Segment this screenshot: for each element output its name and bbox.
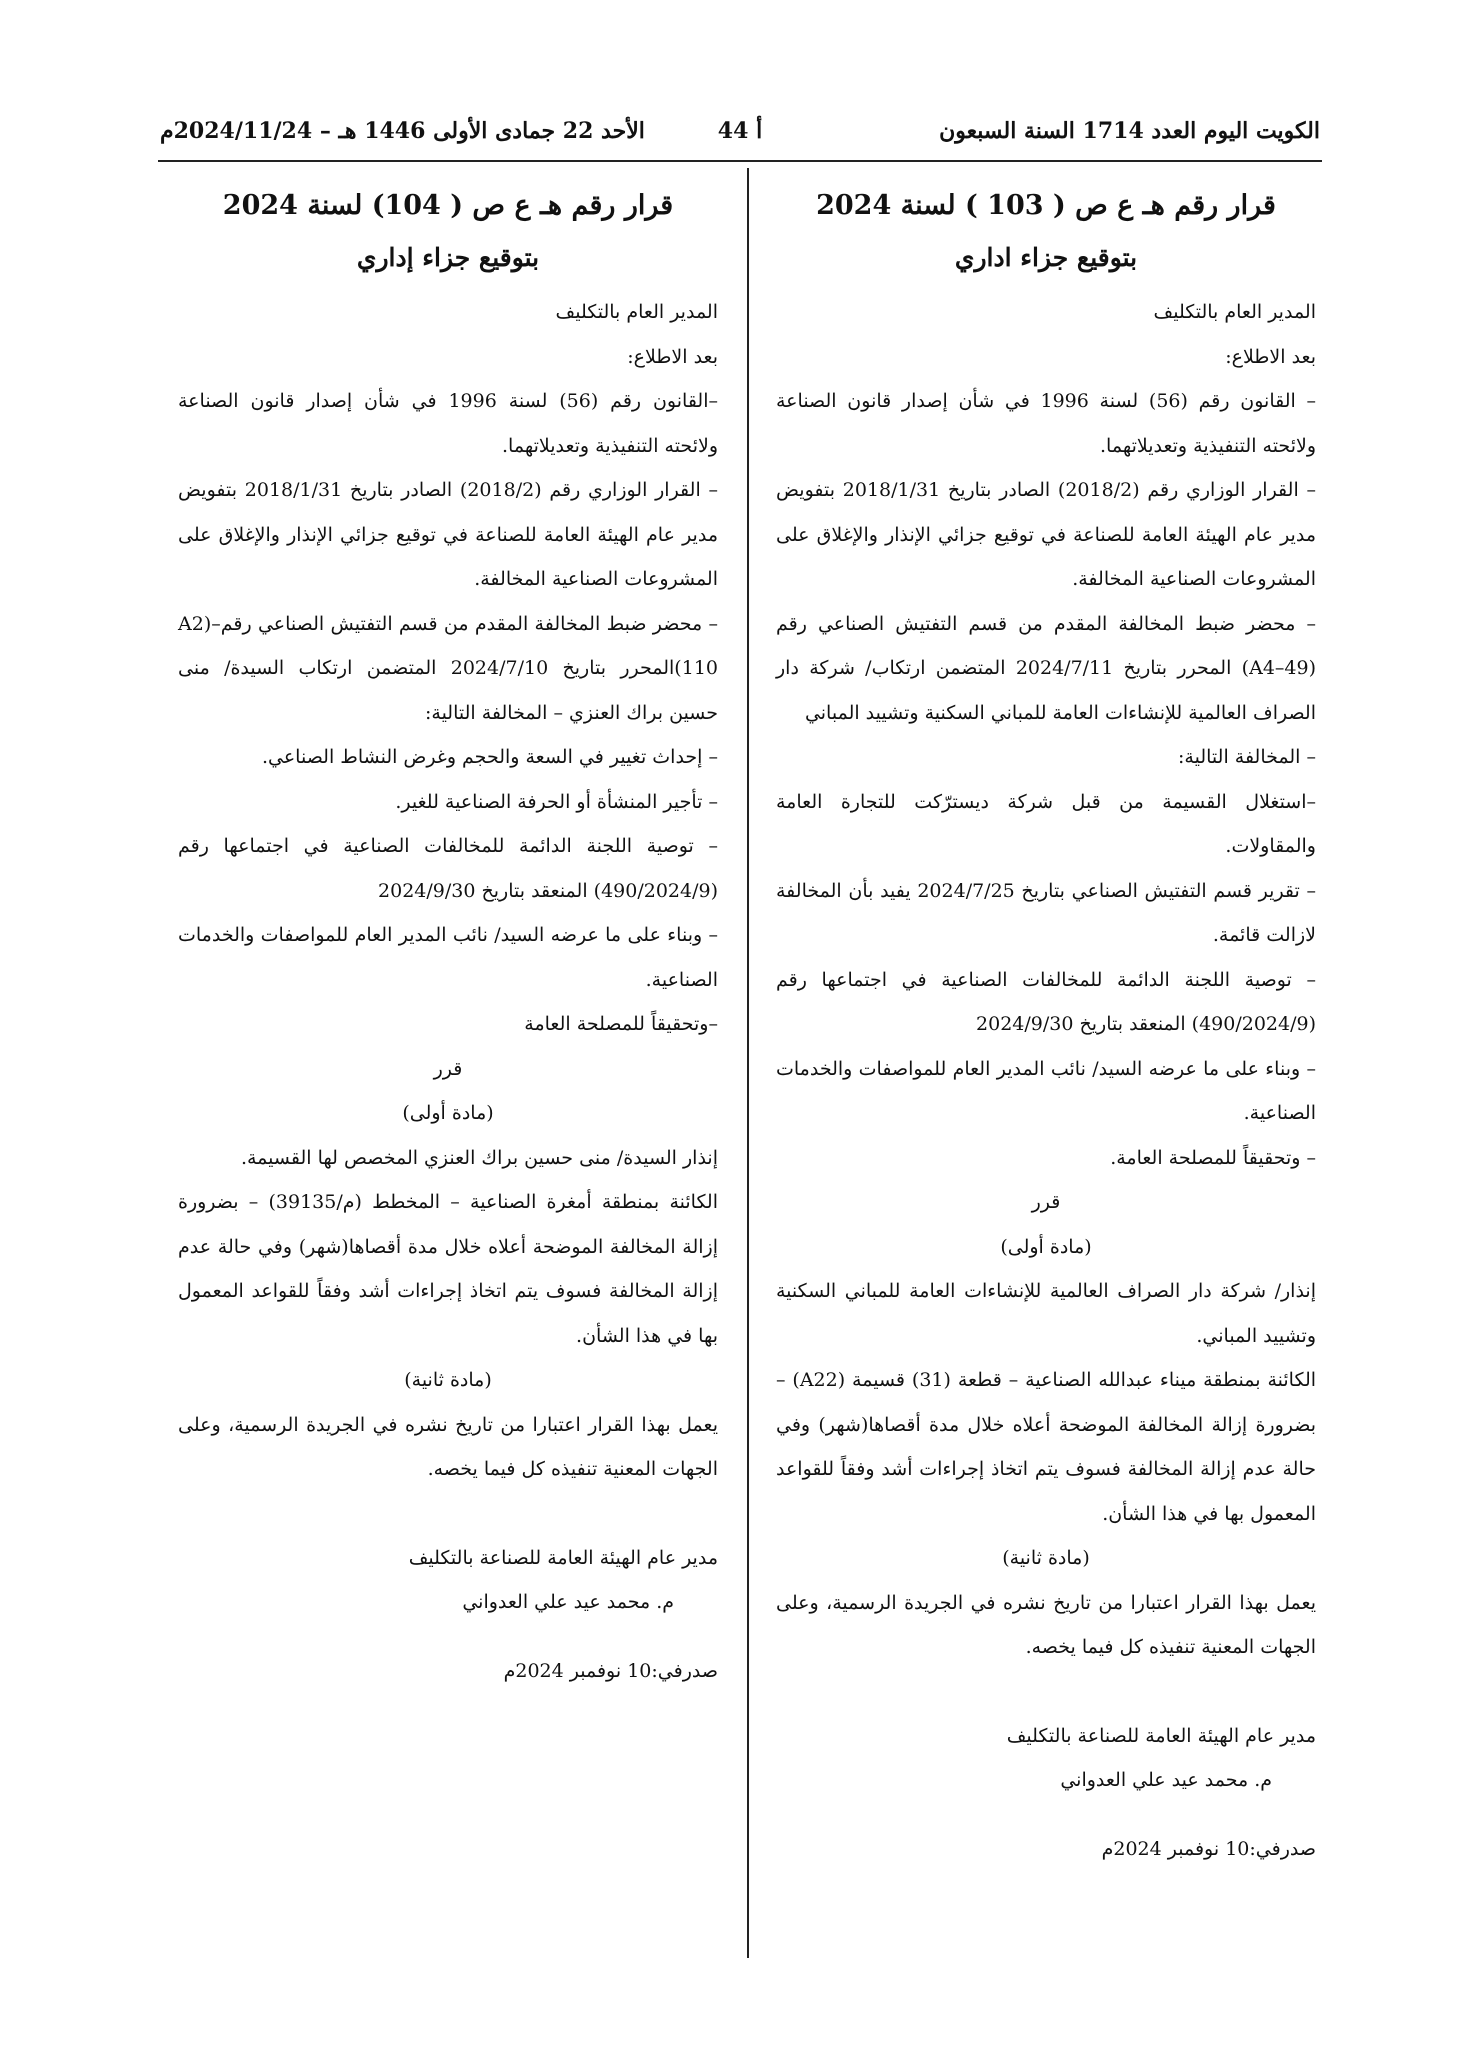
after-review: بعد الاطلاع:: [627, 345, 718, 368]
gazette-issue: الكويت اليوم العدد 1714 السنة السبعون: [939, 118, 1320, 144]
preamble-line: – محضر ضبط المخالفة المقدم من قسم التفتيش الصناعي رقم (A4–49) المحرر بتاريخ 2024/7/11 المتضمن ارتكاب/ شركة دار الصراف العالمية للإنشاءات العامة للمباني السكنية وتشييد المباني: [776, 612, 1317, 724]
signature-name: م. محمد عيد علي العدواني: [462, 1591, 674, 1613]
issue-date-line: صدرفي:10 نوفمبر 2024م: [1101, 1837, 1316, 1860]
issuer: المدير العام بالتكليف: [555, 301, 718, 323]
signature-title: مدير عام الهيئة العامة للصناعة بالتكليف: [1006, 1724, 1316, 1747]
decision-103: [776, 180, 1316, 1871]
decision-subtitle: بتوقيع جزاء اداري: [954, 243, 1138, 272]
page-number: أ 44: [717, 118, 763, 144]
article-1-text: الكائنة بمنطقة أمغرة الصناعية – المخطط (م/39135) – بضرورة إزالة المخالفة الموضحة أعلاه خلال مدة أقصاها(شهر) وفي حالة عدم إزالة المخالفة فسوف يتم اتخاذ إجراءات أشد وفقاً للقواعد المعمول بها في هذا الشأن.: [178, 1191, 718, 1347]
issuer: المدير العام بالتكليف: [1153, 301, 1316, 323]
preamble-line: – توصية اللجنة الدائمة للمخالفات الصناعية في اجتماعها رقم (490/2024/9) المنعقد بتاريخ 2024/9/30: [776, 968, 1316, 1035]
issue-date-line: صدرفي:10 نوفمبر 2024م: [503, 1659, 718, 1682]
decision-title: قرار رقم هـ ع ص ( 103 ) لسنة 2024: [816, 190, 1276, 221]
signature-title: مدير عام الهيئة العامة للصناعة بالتكليف: [408, 1546, 718, 1569]
decided-heading: قرر: [433, 1057, 463, 1080]
preamble-line: – محضر ضبط المخالفة المقدم من قسم التفتيش الصناعي رقم–(A2 110)المحرر بتاريخ 2024/7/10 المتضمن ارتكاب السيدة/ منى حسين براك العنزي – المخالفة التالية:: [178, 612, 718, 724]
preamble-line: – القانون رقم (56) لسنة 1996 في شأن إصدار قانون الصناعة ولائحته التنفيذية وتعديلاتهما.: [776, 390, 1316, 457]
preamble-line: – تقرير قسم التفتيش الصناعي بتاريخ 2024/7/25 يفيد بأن المخالفة لازالت قائمة.: [776, 879, 1316, 946]
preamble-line: – توصية اللجنة الدائمة للمخالفات الصناعية في اجتماعها رقم (490/2024/9) المنعقد بتاريخ 2024/9/30: [178, 835, 718, 902]
decision-subtitle: بتوقيع جزاء إداري: [356, 243, 540, 272]
article-1-text: إنذار السيدة/ منى حسين براك العنزي المخصص لها القسيمة.: [240, 1146, 718, 1169]
preamble-line: – القرار الوزاري رقم (2018/2) الصادر بتاريخ 2018/1/31 بتفويض مدير عام الهيئة العامة للصناعة في توقيع جزائي الإنذار والإغلاق على المشروعات الصناعية المخالفة.: [776, 479, 1316, 590]
decision-title: قرار رقم هـ ع ص ( 104) لسنة 2024: [222, 190, 674, 221]
article-1-text: الكائنة بمنطقة ميناء عبدالله الصناعية – قطعة (31) قسيمة (A22) – بضرورة إزالة المخالفة الموضحة أعلاه خلال مدة أقصاها(شهر) وفي حالة عدم إزالة المخالفة فسوف يتم اتخاذ إجراءات أشد وفقاً للقواعد المعمول بها في هذا الشأن.: [776, 1369, 1317, 1525]
preamble-line: – القرار الوزاري رقم (2018/2) الصادر بتاريخ 2018/1/31 بتفويض مدير عام الهيئة العامة للصناعة في توقيع جزائي الإنذار والإغلاق على المشروعات الصناعية المخالفة.: [178, 479, 718, 590]
article-1-heading: (مادة أولى): [402, 1102, 494, 1124]
article-1-heading: (مادة أولى): [1000, 1235, 1092, 1258]
preamble-line: – تأجير المنشأة أو الحرفة الصناعية للغير.: [395, 790, 718, 813]
decided-heading: قرر: [1031, 1191, 1061, 1213]
preamble-line: –القانون رقم (56) لسنة 1996 في شأن إصدار قانون الصناعة ولائحته التنفيذية وتعديلاتهما.: [178, 390, 718, 457]
preamble-line: – وبناء على ما عرضه السيد/ نائب المدير العام للمواصفات والخدمات الصناعية.: [178, 924, 718, 991]
preamble-line: –استغلال القسيمة من قبل شركة ديسترّكت للتجارة العامة والمقاولات.: [776, 790, 1316, 857]
preamble-line: – وتحقيقاً للمصلحة العامة.: [1110, 1146, 1316, 1169]
issue-date: الأحد 22 جمادى الأولى 1446 هـ – 2024/11/24م: [160, 118, 645, 144]
article-2-text: يعمل بهذا القرار اعتبارا من تاريخ نشره في الجريدة الرسمية، وعلى الجهات المعنية تنفيذه كل فيما يخصه.: [178, 1413, 718, 1480]
decision-104: [178, 180, 718, 1693]
preamble-line: – المخالفة التالية:: [1178, 746, 1316, 768]
header-divider: [158, 160, 1322, 162]
signature-name: م. محمد عيد علي العدواني: [1060, 1769, 1272, 1791]
article-2-heading: (مادة ثانية): [1002, 1547, 1090, 1569]
column-divider: [747, 168, 749, 1958]
preamble-line: –وتحقيقاً للمصلحة العامة: [524, 1013, 718, 1035]
after-review: بعد الاطلاع:: [1225, 345, 1316, 368]
preamble-line: – وبناء على ما عرضه السيد/ نائب المدير العام للمواصفات والخدمات الصناعية.: [776, 1057, 1316, 1124]
preamble-line: – إحداث تغيير في السعة والحجم وغرض النشاط الصناعي.: [261, 746, 718, 768]
article-2-heading: (مادة ثانية): [404, 1369, 492, 1391]
article-2-text: يعمل بهذا القرار اعتبارا من تاريخ نشره في الجريدة الرسمية، وعلى الجهات المعنية تنفيذه كل فيما يخصه.: [776, 1591, 1316, 1658]
page-header: [160, 118, 1320, 162]
article-1-text: إنذار/ شركة دار الصراف العالمية للإنشاءات العامة للمباني السكنية وتشييد المباني.: [776, 1280, 1316, 1347]
